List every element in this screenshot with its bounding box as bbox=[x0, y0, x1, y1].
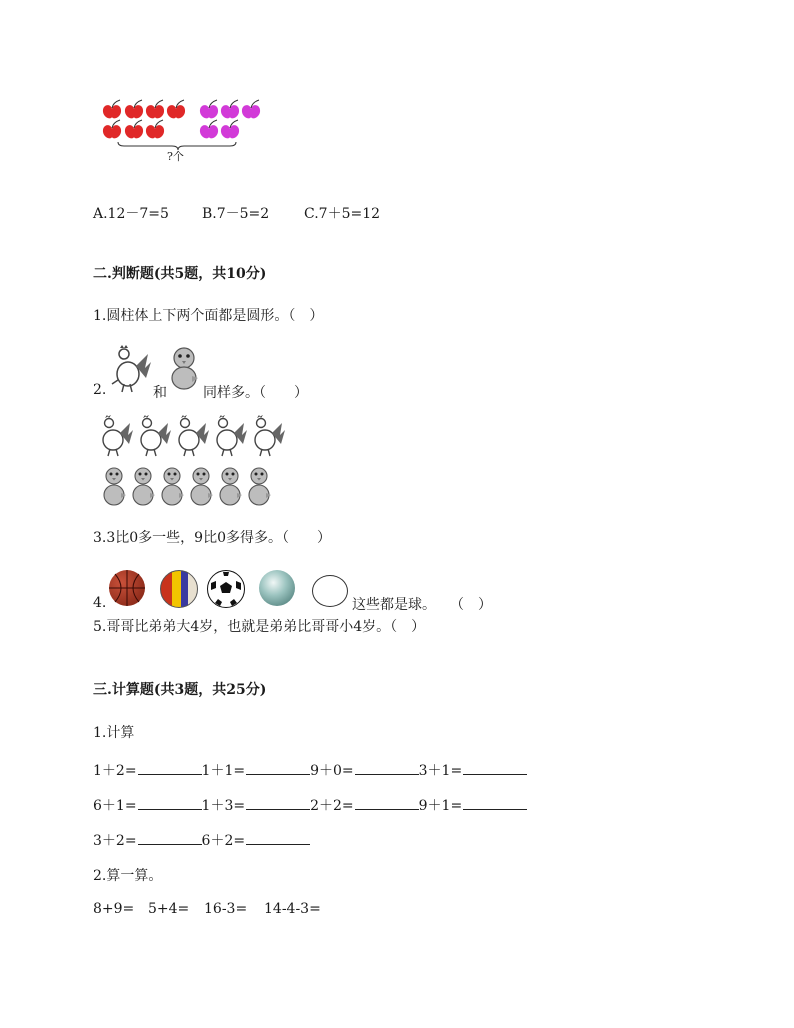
calc-q2-row bbox=[93, 901, 321, 917]
chick-row bbox=[102, 466, 284, 514]
calc-expression: 3＋2= bbox=[93, 833, 137, 849]
calc-q1-title: 1.计算 bbox=[93, 725, 135, 741]
calc-row-1 bbox=[93, 760, 527, 780]
red-fruit-group bbox=[103, 100, 185, 138]
answer-blank[interactable] bbox=[138, 830, 202, 845]
answer-blank[interactable] bbox=[246, 795, 310, 810]
judge-q3: 3.3比0多一些，9比0多得多。（ ） bbox=[93, 530, 331, 546]
calc-item bbox=[93, 795, 202, 815]
beach-ball-icon bbox=[160, 570, 198, 608]
chick-icon bbox=[168, 346, 202, 392]
answer-blank[interactable] bbox=[246, 760, 310, 775]
option-c: C.7＋5=12 bbox=[304, 206, 381, 222]
calc-q2-item: 14-4-3= bbox=[264, 901, 321, 917]
calc-item bbox=[310, 760, 419, 780]
calc-expression: 9＋0= bbox=[310, 763, 354, 779]
calc-item bbox=[419, 760, 528, 780]
calc-item bbox=[310, 795, 419, 815]
answer-blank[interactable] bbox=[355, 760, 419, 775]
answer-blank[interactable] bbox=[246, 830, 310, 845]
soccer-ball-icon bbox=[207, 570, 245, 608]
judge-q2-number: 2. bbox=[93, 382, 107, 398]
option-a: A.12－7=5 bbox=[93, 206, 169, 222]
calc-expression: 1＋1= bbox=[201, 763, 246, 779]
answer-blank[interactable] bbox=[138, 760, 202, 775]
white-ball-icon bbox=[312, 575, 348, 607]
calc-item bbox=[202, 795, 311, 815]
calc-item bbox=[202, 830, 311, 850]
judge-q2-text: 同样多。（ ） bbox=[203, 385, 308, 401]
calc-expression: 2＋2= bbox=[310, 798, 354, 814]
hen-icon bbox=[110, 344, 152, 394]
calc-expression: 3＋1= bbox=[418, 763, 463, 779]
calc-expression: 9＋1= bbox=[418, 798, 463, 814]
calc-item bbox=[419, 795, 528, 815]
judge-q4-number: 4. bbox=[93, 595, 107, 611]
chick-row-drawing bbox=[102, 466, 284, 510]
calc-q2-item: 8+9= bbox=[93, 901, 135, 917]
judge-q1: 1.圆柱体上下两个面都是圆形。（ ） bbox=[93, 308, 324, 324]
fruit-drawing bbox=[100, 98, 270, 168]
hen-row bbox=[98, 414, 288, 462]
calc-q2-title: 2.算一算。 bbox=[93, 868, 163, 884]
calc-row-3 bbox=[93, 830, 310, 850]
judge-q4-text: 这些都是球。 （ ） bbox=[352, 597, 492, 613]
fruit-figure bbox=[100, 98, 270, 168]
calc-item bbox=[93, 760, 202, 780]
answer-blank[interactable] bbox=[463, 760, 527, 775]
hen-row-drawing bbox=[98, 414, 288, 458]
option-b: B.7－5=2 bbox=[202, 206, 270, 222]
basketball-icon bbox=[109, 570, 145, 606]
brace-label: ?个 bbox=[167, 150, 184, 163]
purple-fruit-group bbox=[200, 100, 260, 138]
answer-blank[interactable] bbox=[355, 795, 419, 810]
glass-ball-icon bbox=[259, 570, 295, 606]
section-3-title: 三.计算题(共3题，共25分) bbox=[93, 682, 267, 698]
calc-item bbox=[93, 830, 202, 850]
calc-expression: 6＋2= bbox=[201, 833, 246, 849]
answer-blank[interactable] bbox=[463, 795, 527, 810]
calc-q2-item: 5+4= bbox=[148, 901, 190, 917]
judge-q2-and: 和 bbox=[153, 385, 167, 401]
calc-row-2 bbox=[93, 795, 527, 815]
calc-expression: 1＋3= bbox=[201, 798, 246, 814]
calc-item bbox=[202, 760, 311, 780]
calc-expression: 1＋2= bbox=[93, 763, 137, 779]
calc-q2-item: 16-3= bbox=[204, 901, 248, 917]
judge-q5: 5.哥哥比弟弟大4岁，也就是弟弟比哥哥小4岁。（ ） bbox=[93, 619, 426, 635]
section-2-title: 二.判断题(共5题，共10分) bbox=[93, 266, 267, 282]
calc-expression: 6＋1= bbox=[93, 798, 137, 814]
answer-blank[interactable] bbox=[138, 795, 202, 810]
